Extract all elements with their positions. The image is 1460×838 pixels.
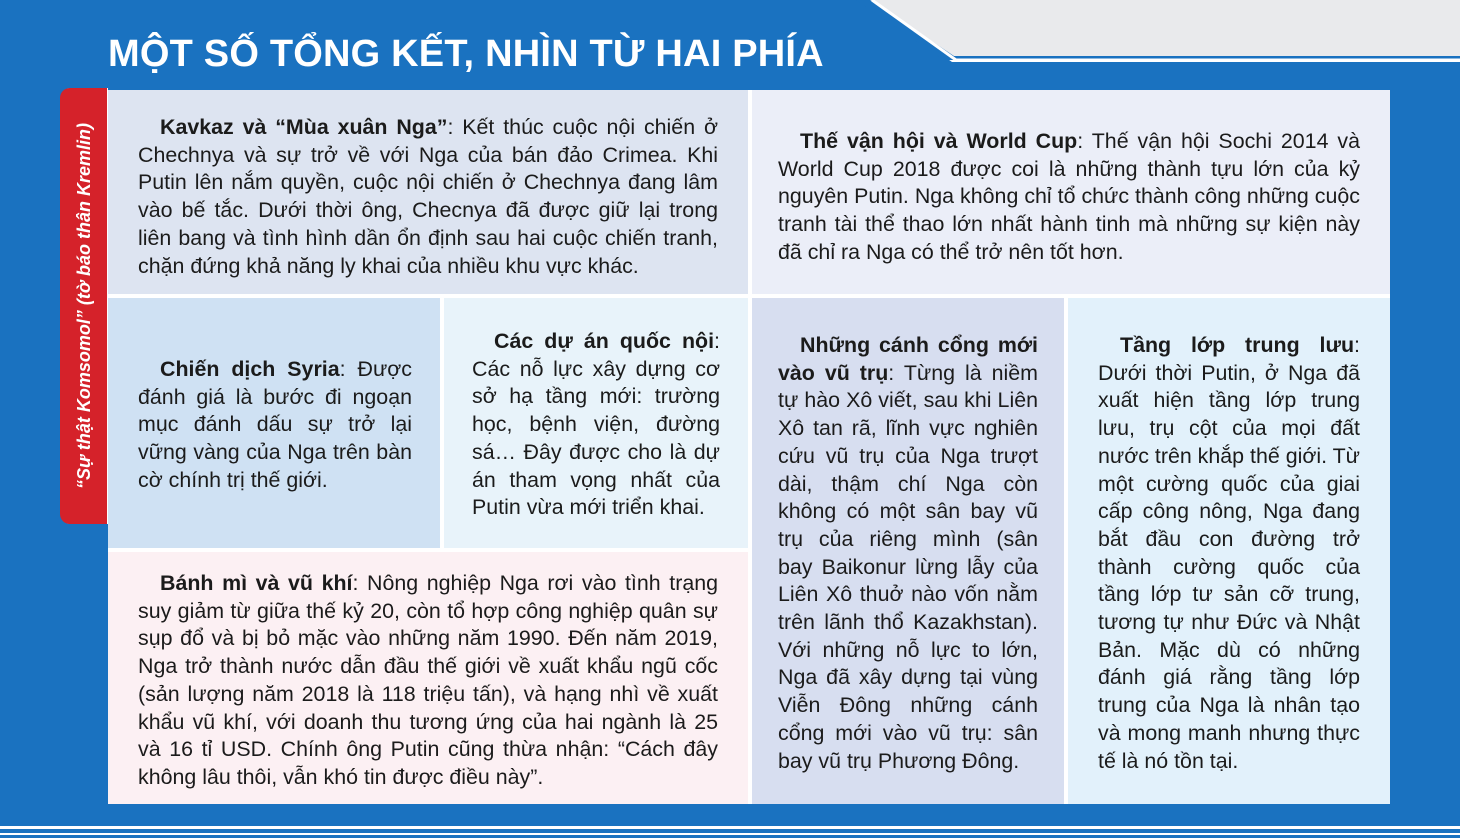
section-kavkaz: [108, 90, 748, 294]
section-syria-title: Chiến dịch Syria: [160, 357, 340, 381]
section-space-body: : Từng là niềm tự hào Xô viết, sau khi Liên Xô tan rã, lĩnh vực nghiên cứu vũ trụ của Nga trượt dài, thậm chí Nga còn không có một sân bay vũ trụ của riêng mình (sân bay Baikonur lừng lẫy của Liên Xô thuở nào vốn nằm trên lãnh thổ Kazakhstan). Với những nỗ lực to lớn, Nga đã xây dựng tại vùng Viễn Đông những cánh cổng mới vào vũ trụ: sân bay vũ trụ Phương Đông.: [778, 360, 1038, 773]
divider-left-horizontal: [108, 548, 748, 552]
section-kavkaz-text: [138, 114, 718, 280]
section-domestic: [444, 298, 748, 548]
section-domestic-body: : Các nỗ lực xây dựng cơ sở hạ tầng mới: trường học, bệnh viện, đường sá… Đây được cho là dự án tham vọng nhất của Putin vừa mới triển khai.: [472, 329, 720, 520]
source-label: “Sự thật Komsomol” (tờ báo thân Kremlin): [74, 123, 94, 489]
section-domestic-title: Các dự án quốc nội: [494, 329, 715, 353]
section-olympic-text: [778, 128, 1360, 267]
section-space-text: [778, 332, 1038, 775]
section-bread: [108, 552, 748, 804]
banner-grey-corner: [870, 0, 1460, 56]
section-olympic-body: : Thế vận hội Sochi 2014 và World Cup 2018 được coi là những thành tựu lớn của kỷ nguyên Putin. Nga không chỉ tổ chức thành công những cuộc tranh tài thể thao lớn nhất hành tinh mà những sự kiện này đã chỉ ra Nga có thể trở nên tốt hơn.: [778, 129, 1360, 264]
section-bread-text: [138, 570, 718, 792]
page-title: MỘT SỐ TỔNG KẾT, NHÌN TỪ HAI PHÍA: [108, 33, 824, 75]
section-middle-class-body: : Dưới thời Putin, ở Nga đã xuất hiện tầng lớp trung lưu, trụ cột của mọi đất nước trên khắp thế giới. Từ một cường quốc của giai cấp công nông, Nga đang bắt đầu con đường trở thành cường quốc của tầng lớp tư sản cỡ trung, tương tự như Đức và Nhật Bản. Mặc dù có những đánh giá rằng tầng lớp trung của Nga là nhân tạo và mong manh nhưng thực tế là nó tồn tại.: [1098, 333, 1361, 773]
section-middle-class-title: Tầng lớp trung lưu: [1120, 333, 1355, 357]
section-syria-text: [138, 356, 412, 495]
section-kavkaz-body: : Kết thúc cuộc nội chiến ở Chechnya và sự trở về với Nga của bán đảo Crimea. Khi Putin lên nắm quyền, cuộc nội chiến ở Chechnya đang lâm vào bế tắc. Dưới thời ông, Checnya đã được giữ lại trong liên bang và tình hình dần ổn định sau hai cuộc chiến tranh, chặn đứng khả năng ly khai của nhiều khu vực khác.: [138, 115, 718, 278]
section-middle-class: [1068, 298, 1390, 804]
bottom-rule-thin: [0, 833, 1460, 835]
source-tab: [60, 88, 108, 524]
section-kavkaz-title: Kavkaz và “Mùa xuân Nga”: [160, 115, 448, 139]
section-domestic-text: [472, 328, 720, 522]
section-bread-title: Bánh mì và vũ khí: [160, 571, 353, 595]
bottom-rule-thick: [0, 826, 1460, 829]
section-space: [752, 298, 1064, 804]
section-syria-body: : Được đánh giá là bước đi ngoạn mục đánh dấu sự trở lại vững vàng của Nga trên bàn cờ chính trị thế giới.: [138, 357, 412, 492]
section-olympic-title: Thế vận hội và World Cup: [800, 129, 1078, 153]
divider-left-vertical: [440, 298, 444, 548]
section-space-title: Những cánh cổng mới vào vũ trụ: [778, 333, 1038, 385]
section-syria: [108, 298, 440, 548]
section-middle-class-text: [1098, 332, 1360, 775]
divider-center-vertical: [748, 90, 752, 804]
section-olympic: [748, 90, 1390, 294]
section-bread-body: : Nông nghiệp Nga rơi vào tình trạng suy giảm từ giữa thế kỷ 20, còn tổ hợp công nghiệp quân sự sụp đổ và bị bỏ mặc vào những năm 1990. Đến năm 2019, Nga trở thành nước dẫn đầu thế giới về xuất khẩu ngũ cốc (sản lượng năm 2018 là 118 triệu tấn), và hạng nhì về xuất khẩu vũ khí, với doanh thu tương ứng của hai ngành là 25 và 16 tỉ USD. Chính ông Putin cũng thừa nhận: “Cách đây không lâu thôi, vẫn khó tin được điều này”.: [138, 571, 719, 789]
divider-right-vertical: [1064, 298, 1068, 804]
